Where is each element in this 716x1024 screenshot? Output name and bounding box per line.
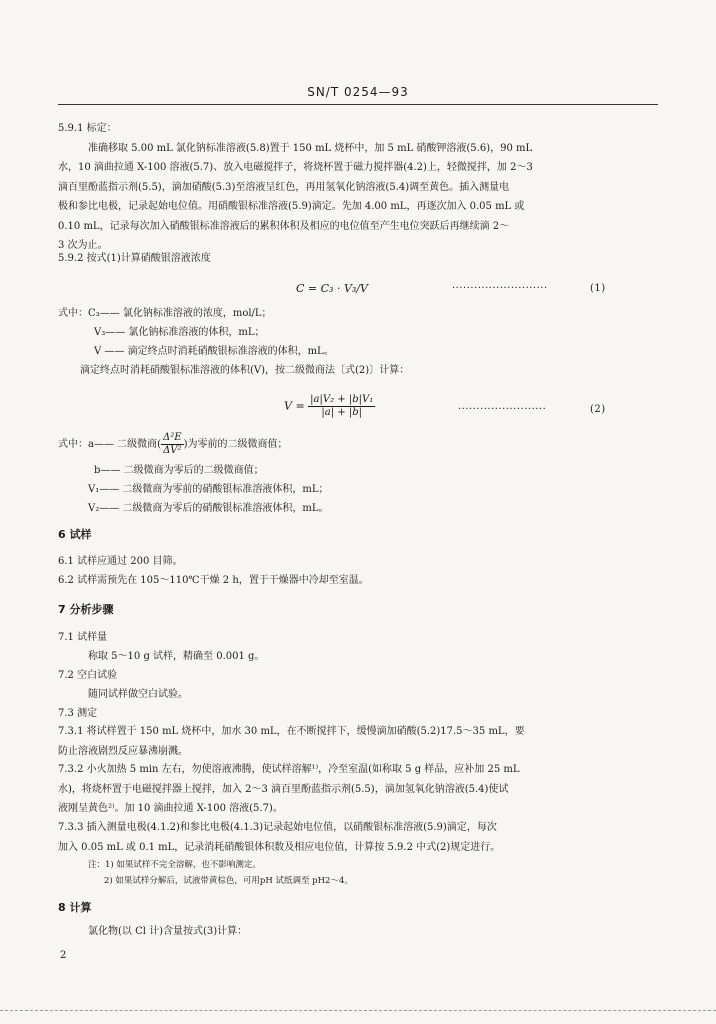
equation-2-fraction <box>308 394 375 419</box>
standard-code-header: SN/T 0254—93 <box>307 85 409 99</box>
paragraph-line: 7.3.1 将试样置于 150 mL 烧杯中，加水 30 mL，在不断搅拌下，缓慢滴加硝酸(5.2)17.5～35 mL，要 <box>58 726 525 737</box>
section-heading: 6 试样 <box>58 528 92 541</box>
section-5-9-1 <box>58 119 658 256</box>
clause-text: 随同试样做空白试验。 <box>88 689 188 700</box>
fraction-denominator: ΔV² <box>163 445 182 456</box>
equation-1-number: (1) <box>590 283 606 294</box>
definition-text: )为零前的二级微商值； <box>183 439 288 450</box>
definition-text: 式中：a—— 二级微商( <box>58 439 162 450</box>
equation-2 <box>284 394 375 419</box>
equation-1-leader: ·························· <box>452 283 548 294</box>
equation-2-lhs: V = <box>284 399 305 413</box>
equation-2-intro: 滴定终点时消耗硝酸银标准溶液的体积(V)，按二级微商法〔式(2)〕计算： <box>80 365 410 376</box>
clause-heading: 7.1 试样量 <box>58 632 108 643</box>
clause-7-3-1 <box>58 722 658 761</box>
section-heading: 8 计算 <box>58 901 92 914</box>
second-derivative-fraction <box>161 432 184 457</box>
variable-definition: V —— 滴定终点时消耗硝酸银标准溶液的体积，mL。 <box>94 346 334 357</box>
paragraph-line: 滴百里酚蓝指示剂(5.5)，滴加硝酸(5.3)至溶液呈红色，再用氢氧化钠溶液(5.4)调至黄色。插入测量电 <box>58 181 510 193</box>
footnote: 注：1) 如果试样不完全溶解，也不影响测定。 <box>88 860 261 870</box>
clause-6-2: 6.2 试样需预先在 105～110℃干燥 2 h，置于干燥器中冷却至室温。 <box>58 575 369 586</box>
variable-definition: V₃—— 氯化钠标准溶液的体积，mL； <box>94 327 265 338</box>
clause-text: 氯化物(以 Cl 计)含量按式(3)计算： <box>88 926 248 937</box>
clause-7-3-3 <box>58 818 658 857</box>
paragraph-line: 液刚呈黄色²⁾。加 10 滴曲拉通 X-100 溶液(5.7)。 <box>58 803 283 814</box>
paragraph-line: 准确移取 5.00 mL 氯化钠标准溶液(5.8)置于 150 mL 烧杯中，加 5 mL 硝酸钾溶液(5.6)，90 mL <box>88 142 533 154</box>
variable-definition: V₁—— 二级微商为零前的硝酸银标准溶液体积，mL； <box>88 484 329 495</box>
paragraph-line: 极和参比电极，记录起始电位值。用硝酸银标准溶液(5.9)滴定。先加 4.00 mL，再逐次加入 0.05 mL 或 <box>58 201 525 212</box>
section-heading: 5.9.1 标定： <box>58 123 117 134</box>
footer-rule <box>0 1010 716 1011</box>
paragraph-line: 水)，将烧杯置于电磁搅拌器上搅拌，加入 2～3 滴百里酚蓝指示剂(5.5)，滴加氢氧化钠溶液(5.4)使试 <box>58 783 509 795</box>
variable-definition: V₂—— 二级微商为零后的硝酸银标准溶液体积，mL。 <box>88 503 329 514</box>
equation-2-numerator: |a|V₂ + |b|V₁ <box>310 394 374 405</box>
paragraph-line: 3 次为止。 <box>58 240 108 251</box>
section-heading: 7 分析步骤 <box>58 603 114 616</box>
equation-1: C = C₃ · V₃/V <box>296 282 368 295</box>
page-number: 2 <box>60 950 67 961</box>
fraction-numerator: Δ²E <box>163 432 182 443</box>
variable-definition: 式中：C₃—— 氯化钠标准溶液的浓度，mol/L； <box>58 308 272 319</box>
section-heading: 5.9.2 按式(1)计算硝酸银溶液浓度 <box>58 253 211 264</box>
equation-2-number: (2) <box>590 404 606 415</box>
header-rule <box>58 104 658 105</box>
paragraph-line: 加入 0.05 mL 或 0.1 mL，记录消耗硝酸银体积数及相应电位值，计算按 5.9.2 中式(2)规定进行。 <box>58 841 501 853</box>
equation-2-leader: ························ <box>458 404 547 415</box>
clause-7-3-2 <box>58 760 658 819</box>
paragraph-line: 0.10 mL，记录每次加入硝酸银标准溶液后的累积体积及相应的电位值至产生电位突跃后再继续滴 2～ <box>58 220 510 232</box>
equation-2-denominator: |a| + |b| <box>321 407 362 418</box>
paragraph-line: 防止溶液剧烈反应暴沸崩溅。 <box>58 745 188 757</box>
variable-definition: b—— 二级微商为零后的二级微商值； <box>94 465 264 476</box>
clause-6-1: 6.1 试样应通过 200 目筛。 <box>58 556 183 567</box>
footnote: 2) 如果试样分解后，试液带黄棕色，可用pH 试纸调至 pH2～4。 <box>104 876 353 886</box>
paragraph-line: 7.3.3 插入测量电极(4.1.2)和参比电极(4.1.3)记录起始电位值，以硝酸银标准溶液(5.9)滴定，每次 <box>58 822 497 833</box>
paragraph-line: 水，10 滴曲拉通 X-100 溶液(5.7)、放入电磁搅拌子，将烧杯置于磁力搅拌器(4.2)上，轻微搅拌，加 2～3 <box>58 162 533 173</box>
clause-heading: 7.2 空白试验 <box>58 670 118 681</box>
variable-definition-a <box>58 432 287 457</box>
paragraph-line: 7.3.2 小火加热 5 min 左右，勿使溶液沸腾，使试样溶解¹⁾，冷至室温(如称取 5 g 样品，应补加 25 mL <box>58 764 520 775</box>
clause-heading: 7.3 测定 <box>58 708 98 719</box>
clause-text: 称取 5～10 g 试样，精确至 0.001 g。 <box>88 651 265 662</box>
